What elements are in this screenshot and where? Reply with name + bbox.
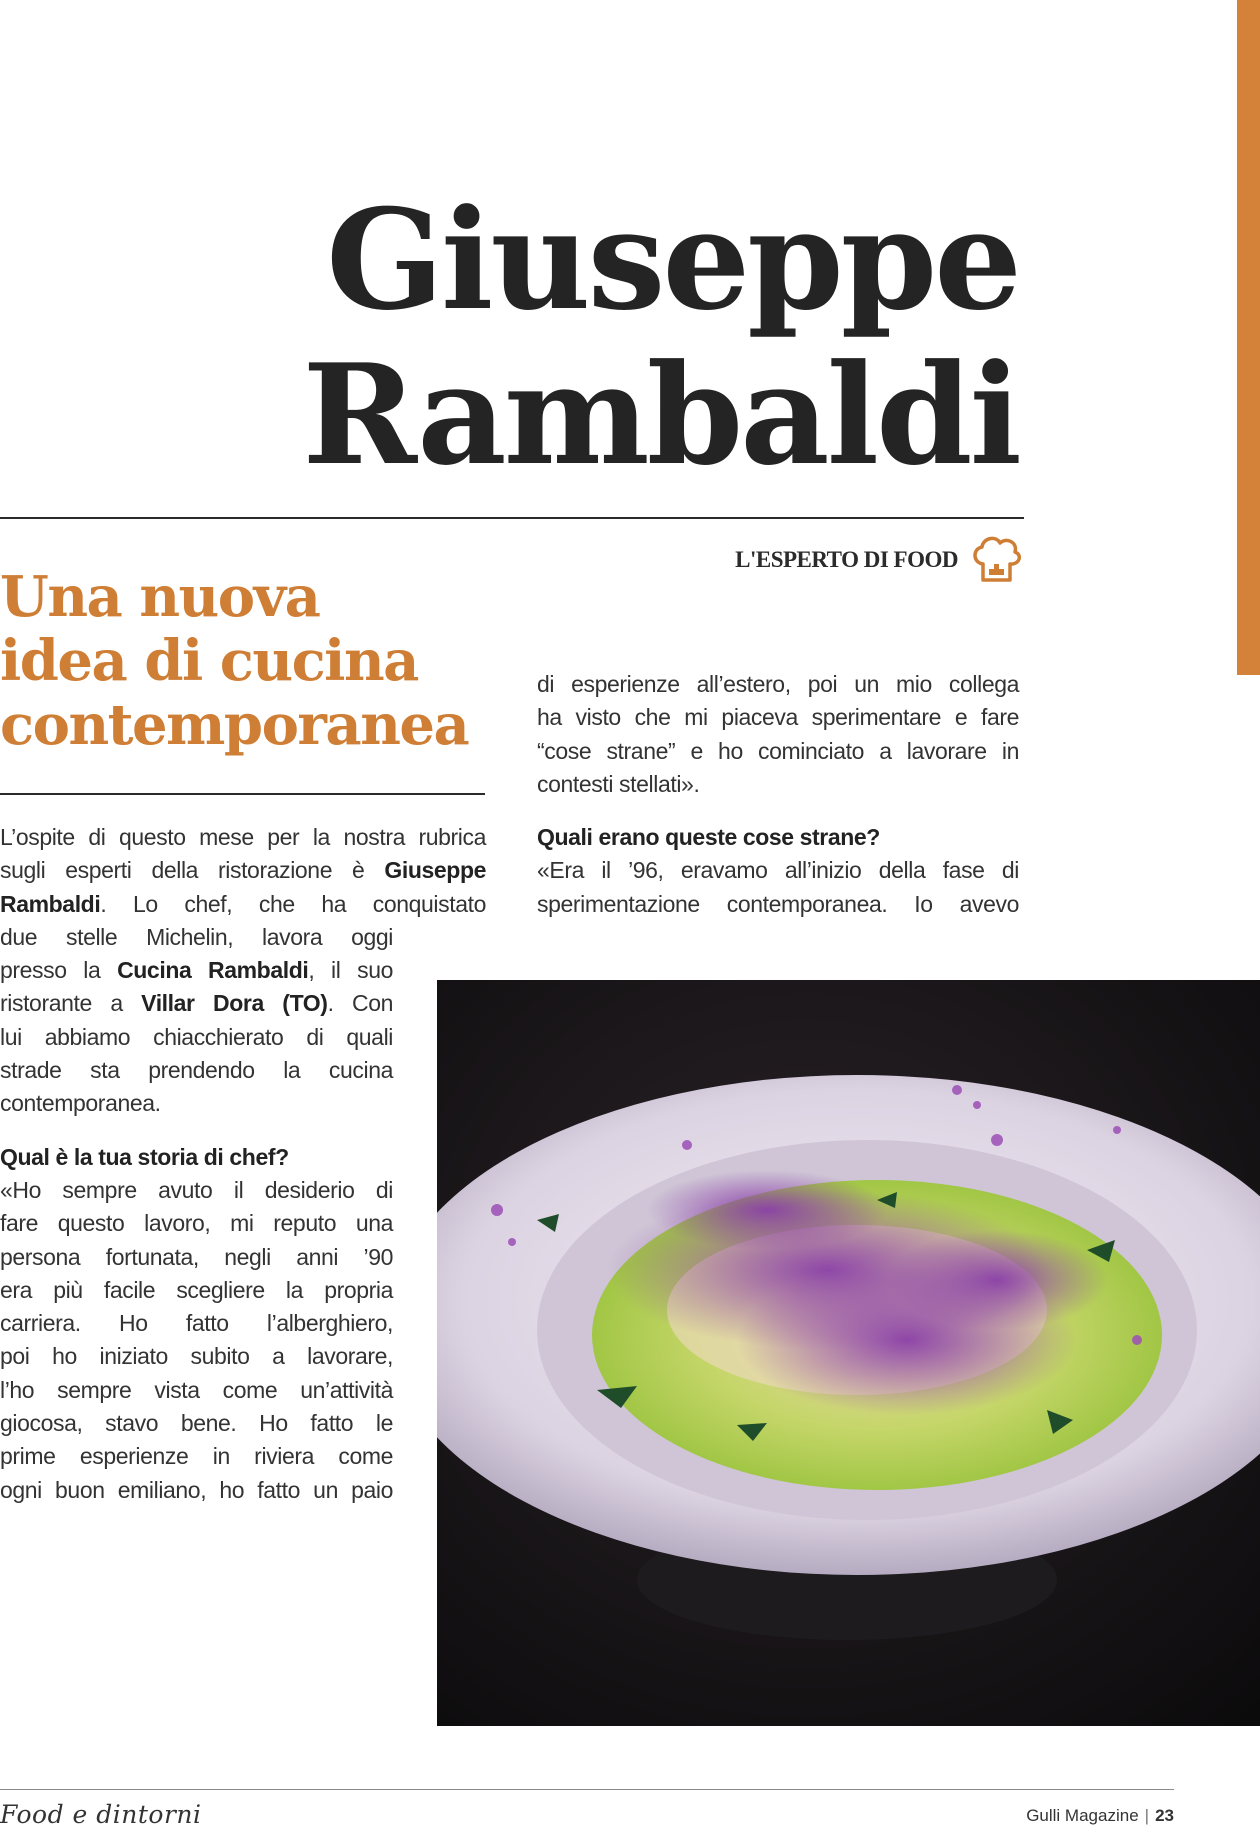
q1-line: fare questo lavoro, mi reputo una [0, 1210, 393, 1237]
chef-name: Giuseppe [384, 857, 486, 884]
subtitle-line-1: Una nuova [0, 564, 320, 630]
article-title [302, 178, 1019, 496]
restaurant-location: Villar Dora (TO) [141, 990, 328, 1017]
title-line-2: Rambaldi [302, 333, 1019, 496]
intro-line: contemporanea. [0, 1090, 161, 1117]
footer-separator: | [1144, 1806, 1150, 1825]
q1-line: poi ho iniziato subito a lavorare, [0, 1343, 393, 1370]
intro-line: lui abbiamo chiacchierato di quali [0, 1023, 393, 1050]
accent-bar [1237, 0, 1260, 675]
intro-paragraph [0, 821, 486, 1121]
right-line: ha visto che mi piaceva sperimentare e fare [537, 704, 1019, 731]
right-column [537, 668, 1019, 921]
subtitle-line-2: idea di cucina [0, 628, 418, 694]
chef-hat-icon [969, 534, 1023, 586]
q1-line: «Ho sempre avuto il desiderio di [0, 1176, 393, 1203]
intro-line: L’ospite di questo mese per la nostra rubrica [0, 824, 486, 850]
q1-line: era più facile scegliere la propria [0, 1276, 393, 1303]
intro-line: strade sta prendendo la cucina [0, 1057, 393, 1084]
footer-section-name: Food e dintorni [0, 1800, 202, 1829]
q2-line: sperimentazione contemporanea. Io avevo [537, 890, 1019, 917]
q1-line: l’ho sempre vista come un’attività [0, 1376, 393, 1403]
q2-question: Quali erano queste cose strane? [537, 824, 880, 851]
intro-line: due stelle Michelin, lavora oggi [0, 923, 393, 950]
intro-line: Rambaldi. Lo chef, che ha conquistato [0, 890, 486, 917]
q1-line: prime esperienze in riviera come [0, 1443, 393, 1470]
footer-divider [0, 1789, 1174, 1790]
right-line: “cose strane” e ho cominciato a lavorare in [537, 737, 1019, 764]
risotto-dish-image [437, 980, 1260, 1726]
magazine-name: Gulli Magazine [1026, 1806, 1139, 1825]
q1-line: giocosa, stavo bene. Ho fatto le [0, 1410, 393, 1437]
q1-block [0, 1141, 393, 1507]
subtitle-line-3: contemporanea [0, 692, 469, 758]
intro-line: presso la Cucina Rambaldi, il suo [0, 957, 393, 984]
chef-surname: Rambaldi [0, 890, 101, 917]
q1-question: Qual è la tua storia di chef? [0, 1143, 289, 1170]
q2-line: «Era il ’96, eravamo all’inizio della fase di [537, 857, 1019, 884]
footer-page-info [1026, 1806, 1174, 1826]
intro-line: ristorante a Villar Dora (TO). Con [0, 990, 393, 1017]
q1-line: carriera. Ho fatto l’alberghiero, [0, 1310, 393, 1337]
title-line-1: Giuseppe [326, 178, 1019, 341]
title-divider [0, 517, 1024, 519]
right-line: contesti stellati». [537, 770, 700, 797]
intro-line: sugli esperti della ristorazione è Giuseppe [0, 857, 486, 884]
dish-photo [437, 980, 1260, 1726]
q1-line: ogni buon emiliano, ho fatto un paio [0, 1476, 393, 1503]
right-line: di esperienze all’estero, poi un mio collega [537, 671, 1019, 697]
q1-line: persona fortunata, negli anni ’90 [0, 1243, 393, 1270]
restaurant-name: Cucina Rambaldi [117, 957, 309, 984]
left-column [0, 821, 486, 1507]
subtitle-divider [0, 793, 485, 795]
page-number: 23 [1155, 1806, 1174, 1825]
article-subtitle [0, 565, 490, 757]
section-label: L'ESPERTO DI FOOD [735, 547, 958, 572]
